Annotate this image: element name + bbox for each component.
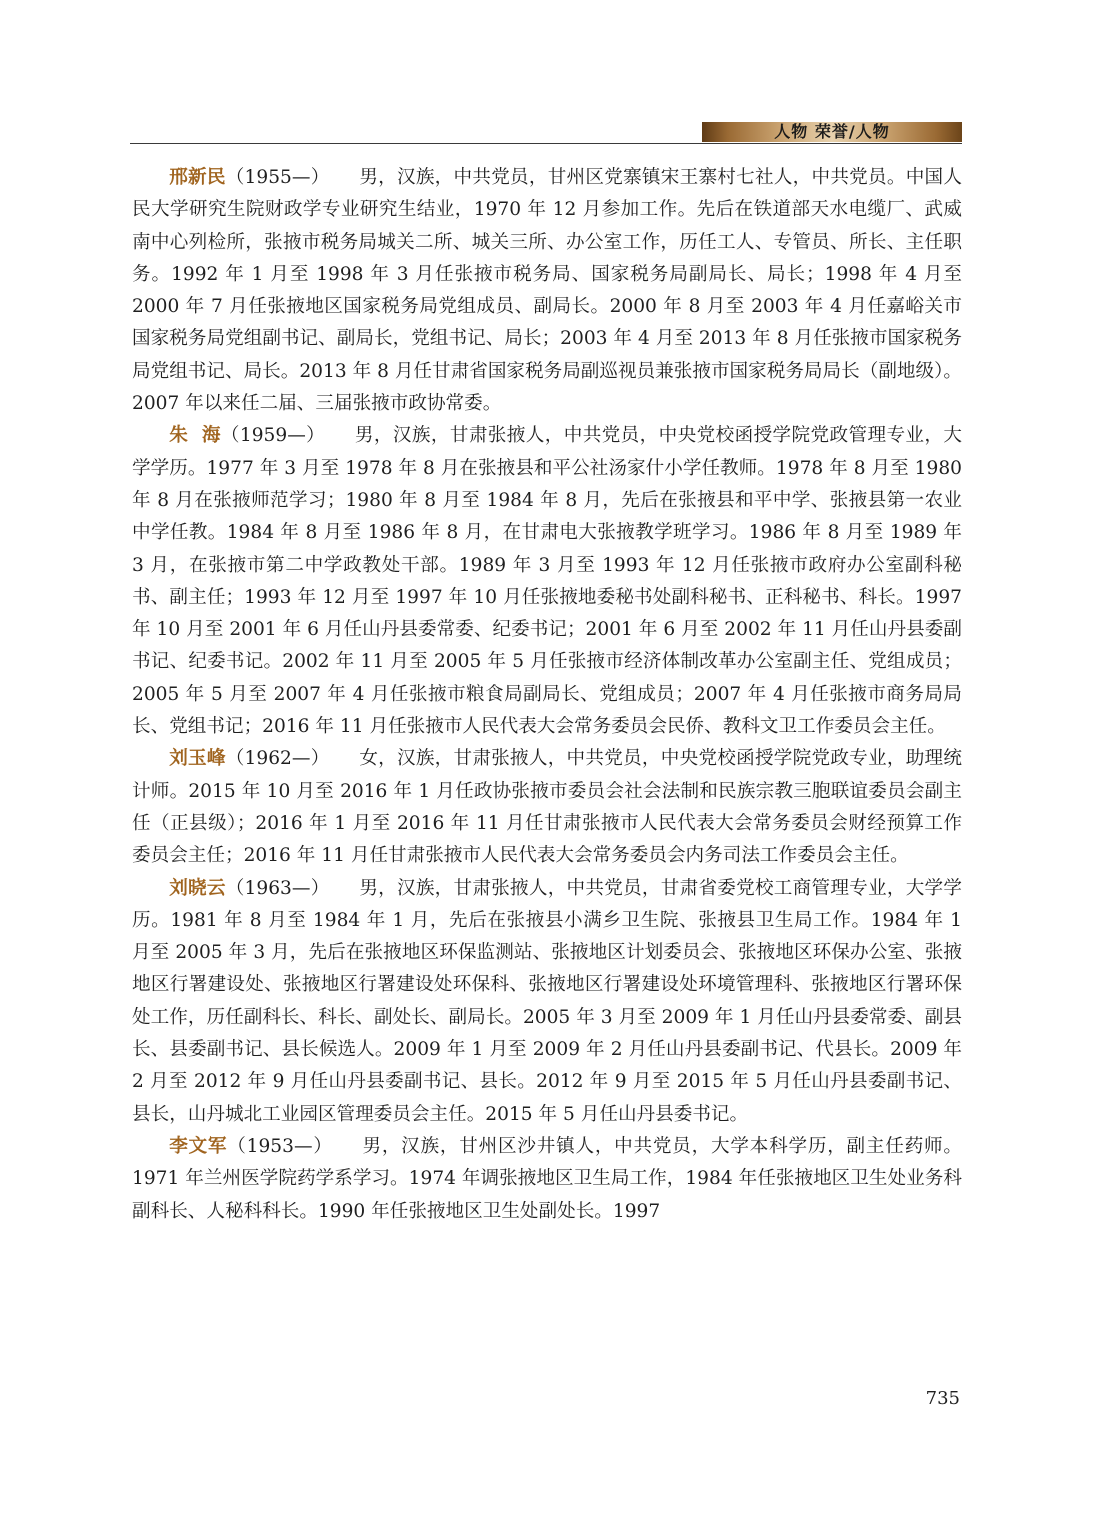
person-name: 朱 海 bbox=[169, 425, 221, 447]
person-lifespan: （1955—） bbox=[225, 167, 330, 188]
biography-entry bbox=[132, 743, 962, 872]
biography-text: 女，汉族，甘肃张掖人，中共党员，中央党校函授学院党政专业，助理统计师。2015 年 10 月至 2016 年 1 月任政协张掖市委员会社会法制和民族宗教三胞联谊委员会副主任（正县级）；2016 年 1 月至 2016 年 11 月任甘肃张掖市人民代表大会常务委员会财经预算工作委员会主任；2016 年 11 月任甘肃张掖市人民代表大会常务委员会内务司法工作委员会主任。 bbox=[132, 748, 962, 867]
person-lifespan: （1953—） bbox=[227, 1135, 333, 1157]
biography-entry bbox=[132, 162, 962, 420]
biography-entry bbox=[132, 1131, 962, 1228]
header-section-title: 人物 荣誉/人物 bbox=[774, 122, 890, 141]
person-name: 刘玉峰 bbox=[169, 748, 226, 770]
biography-text: 男，汉族，中共党员，甘州区党寨镇宋王寨村七社人，中共党员。中国人民大学研究生院财政学专业研究生结业，1970 年 12 月参加工作。先后在铁道部天水电缆厂、武威南中心列检所，张掖市税务局城关二所、城关三所、办公室工作，历任工人、专管员、所长、主任职务。1992 年 1 月至 1998 年 3 月任张掖市税务局、国家税务局副局长、局长；1998 年 4 月至 2000 年 7 月任张掖地区国家税务局党组成员、副局长。2000 年 8 月至 2003 年 4 月任嘉峪关市国家税务局党组副书记、副局长，党组书记、局长；2003 年 4 月至 2013 年 8 月任张掖市国家税务局党组书记、局长。2013 年 8 月任甘肃省国家税务局副巡视员兼张掖市国家税务局局长（副地级）。2007 年以来任二届、三届张掖市政协常委。 bbox=[132, 167, 962, 415]
running-header bbox=[130, 118, 962, 146]
person-name: 邢新民 bbox=[169, 167, 226, 188]
biography-entry bbox=[132, 420, 962, 743]
biography-text: 男，汉族，甘州区沙井镇人，中共党员，大学本科学历，副主任药师。1971 年兰州医学院药学系学习。1974 年调张掖地区卫生局工作，1984 年任张掖地区卫生处业务科副科长、人秘科科长。1990 年任张掖地区卫生处副处长。1997 bbox=[132, 1135, 962, 1222]
person-lifespan: （1959—） bbox=[220, 425, 326, 447]
biography-list bbox=[132, 162, 962, 1228]
header-rule bbox=[130, 143, 962, 144]
biography-text: 男，汉族，甘肃张掖人，中共党员，中央党校函授学院党政管理专业，大学学历。1977 年 3 月至 1978 年 8 月在张掖县和平公社汤家什小学任教师。1978 年 8 月至 1980 年 8 月在张掖师范学习；1980 年 8 月至 1984 年 8 月，先后在张掖县和平中学、张掖县第一农业中学任教。1984 年 8 月至 1986 年 8 月，在甘肃电大张掖教学班学习。1986 年 8 月至 1989 年 3 月，在张掖市第二中学政教处干部。1989 年 3 月至 1993 年 12 月任张掖市政府办公室副科秘书、副主任；1993 年 12 月至 1997 年 10 月任张掖地委秘书处副科秘书、正科秘书、科长。1997 年 10 月至 2001 年 6 月任山丹县委常委、纪委书记；2001 年 6 月至 2002 年 11 月任山丹县委副书记、纪委书记。2002 年 11 月至 2005 年 5 月任张掖市经济体制改革办公室副主任、党组成员；2005 年 5 月至 2007 年 4 月任张掖市粮食局副局长、党组成员；2007 年 4 月任张掖市商务局局长、党组书记；2016 年 11 月任张掖市人民代表大会常务委员会民侨、教科文卫工作委员会主任。 bbox=[132, 425, 962, 738]
biography-text: 男，汉族，甘肃张掖人，中共党员，甘肃省委党校工商管理专业，大学学历。1981 年 8 月至 1984 年 1 月，先后在张掖县小满乡卫生院、张掖县卫生局工作。1984 年 1 月至 2005 年 3 月，先后在张掖地区环保监测站、张掖地区计划委员会、张掖地区环保办公室、张掖地区行署建设处、张掖地区行署建设处环保科、张掖地区行署建设处环境管理科、张掖地区行署环保处工作，历任副科长、科长、副处长、副局长。2005 年 3 月至 2009 年 1 月任山丹县委常委、副县长、县委副书记、县长候选人。2009 年 1 月至 2009 年 2 月任山丹县委副书记、代县长。2009 年 2 月至 2012 年 9 月任山丹县委副书记、县长。2012 年 9 月至 2015 年 5 月任山丹县委副书记、县长，山丹城北工业园区管理委员会主任。2015 年 5 月任山丹县委书记。 bbox=[132, 877, 962, 1125]
biography-entry bbox=[132, 873, 962, 1131]
person-name: 李文军 bbox=[169, 1135, 228, 1157]
page-number: 735 bbox=[925, 1388, 960, 1409]
person-lifespan: （1963—） bbox=[225, 877, 330, 899]
person-lifespan: （1962—） bbox=[225, 748, 330, 770]
person-name: 刘晓云 bbox=[169, 877, 226, 899]
